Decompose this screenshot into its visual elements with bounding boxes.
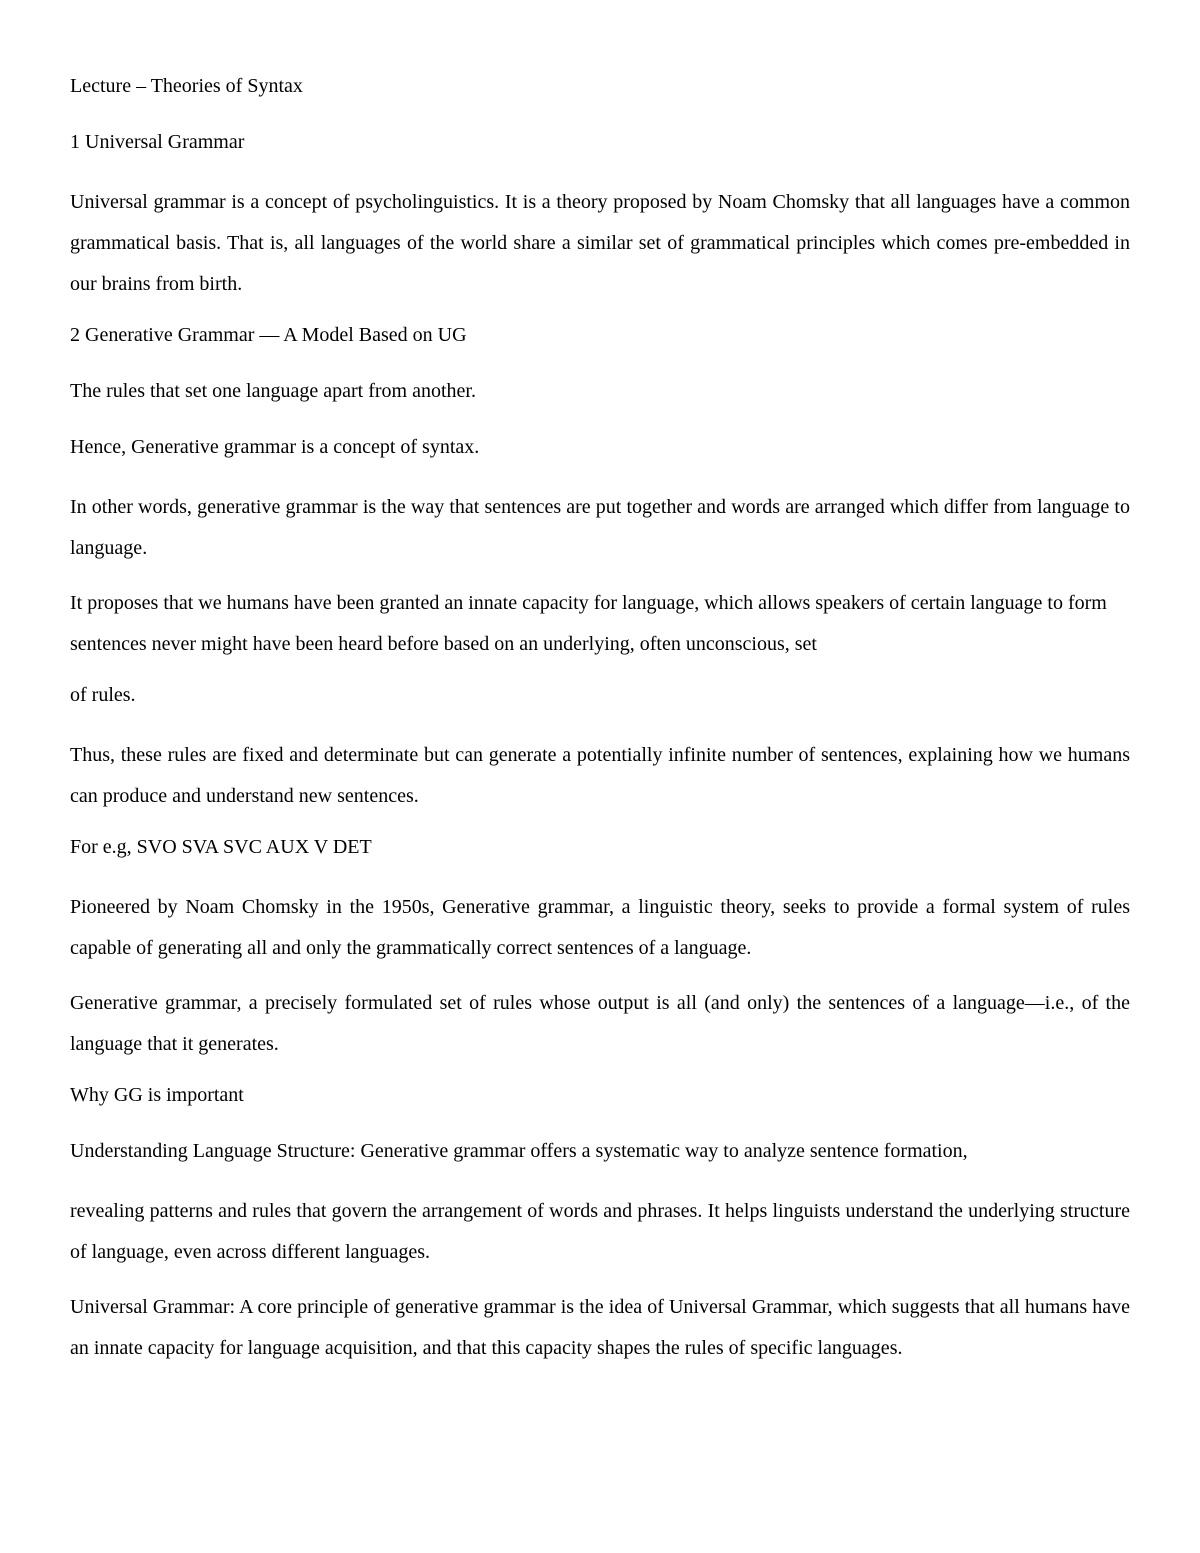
paragraph-revealing-patterns: revealing patterns and rules that govern the arrangement of words and phrases. It helps linguists understand the underlying structure of language, even across different languages. (70, 1200, 1130, 1263)
paragraph-rules-set-apart: The rules that set one language apart from another. (70, 380, 476, 402)
paragraph-fixed-determinate: Thus, these rules are fixed and determinate but can generate a potentially infinite number of sentences, explaining how we humans can produce and understand new sentences. (70, 744, 1130, 807)
paragraph-understanding-structure: Understanding Language Structure: Generative grammar offers a systematic way to analyze sentence formation, (70, 1140, 968, 1162)
paragraph-pioneered-by-chomsky: Pioneered by Noam Chomsky in the 1950s, Generative grammar, a linguistic theory, seeks to provide a formal system of rules capable of generating all and only the grammatically correct sentences of a language. (70, 896, 1130, 959)
paragraph-of-rules: of rules. (70, 684, 136, 706)
section-heading-universal-grammar: 1 Universal Grammar (70, 131, 245, 153)
paragraph-universal-grammar-definition: Universal grammar is a concept of psycholinguistics. It is a theory proposed by Noam Chomsky that all languages have a common grammatical basis. That is, all languages of the world share a similar set of grammatical principles which comes pre-embedded in our brains from birth. (70, 191, 1130, 295)
section-heading-why-gg-important: Why GG is important (70, 1084, 244, 1106)
paragraph-universal-grammar-principle: Universal Grammar: A core principle of generative grammar is the idea of Universal Grammar, which suggests that all humans have an innate capacity for language acquisition, and that this capacity shapes the rules of specific languages. (70, 1296, 1130, 1359)
paragraph-example-patterns: For e.g, SVO SVA SVC AUX V DET (70, 836, 372, 858)
paragraph-precisely-formulated: Generative grammar, a precisely formulated set of rules whose output is all (and only) the sentences of a language—i.e., of the language that it generates. (70, 992, 1130, 1055)
document-page (70, 70, 1130, 1383)
section-heading-generative-grammar: 2 Generative Grammar — A Model Based on UG (70, 324, 467, 346)
paragraph-concept-of-syntax: Hence, Generative grammar is a concept of syntax. (70, 436, 480, 458)
document-title: Lecture – Theories of Syntax (70, 75, 303, 97)
paragraph-in-other-words: In other words, generative grammar is the way that sentences are put together and words are arranged which differ from language to language. (70, 496, 1130, 559)
paragraph-innate-capacity: It proposes that we humans have been granted an innate capacity for language, which allows speakers of certain language to form sentences never might have been heard before based on an underlying, often unconscious, set (70, 592, 1107, 655)
